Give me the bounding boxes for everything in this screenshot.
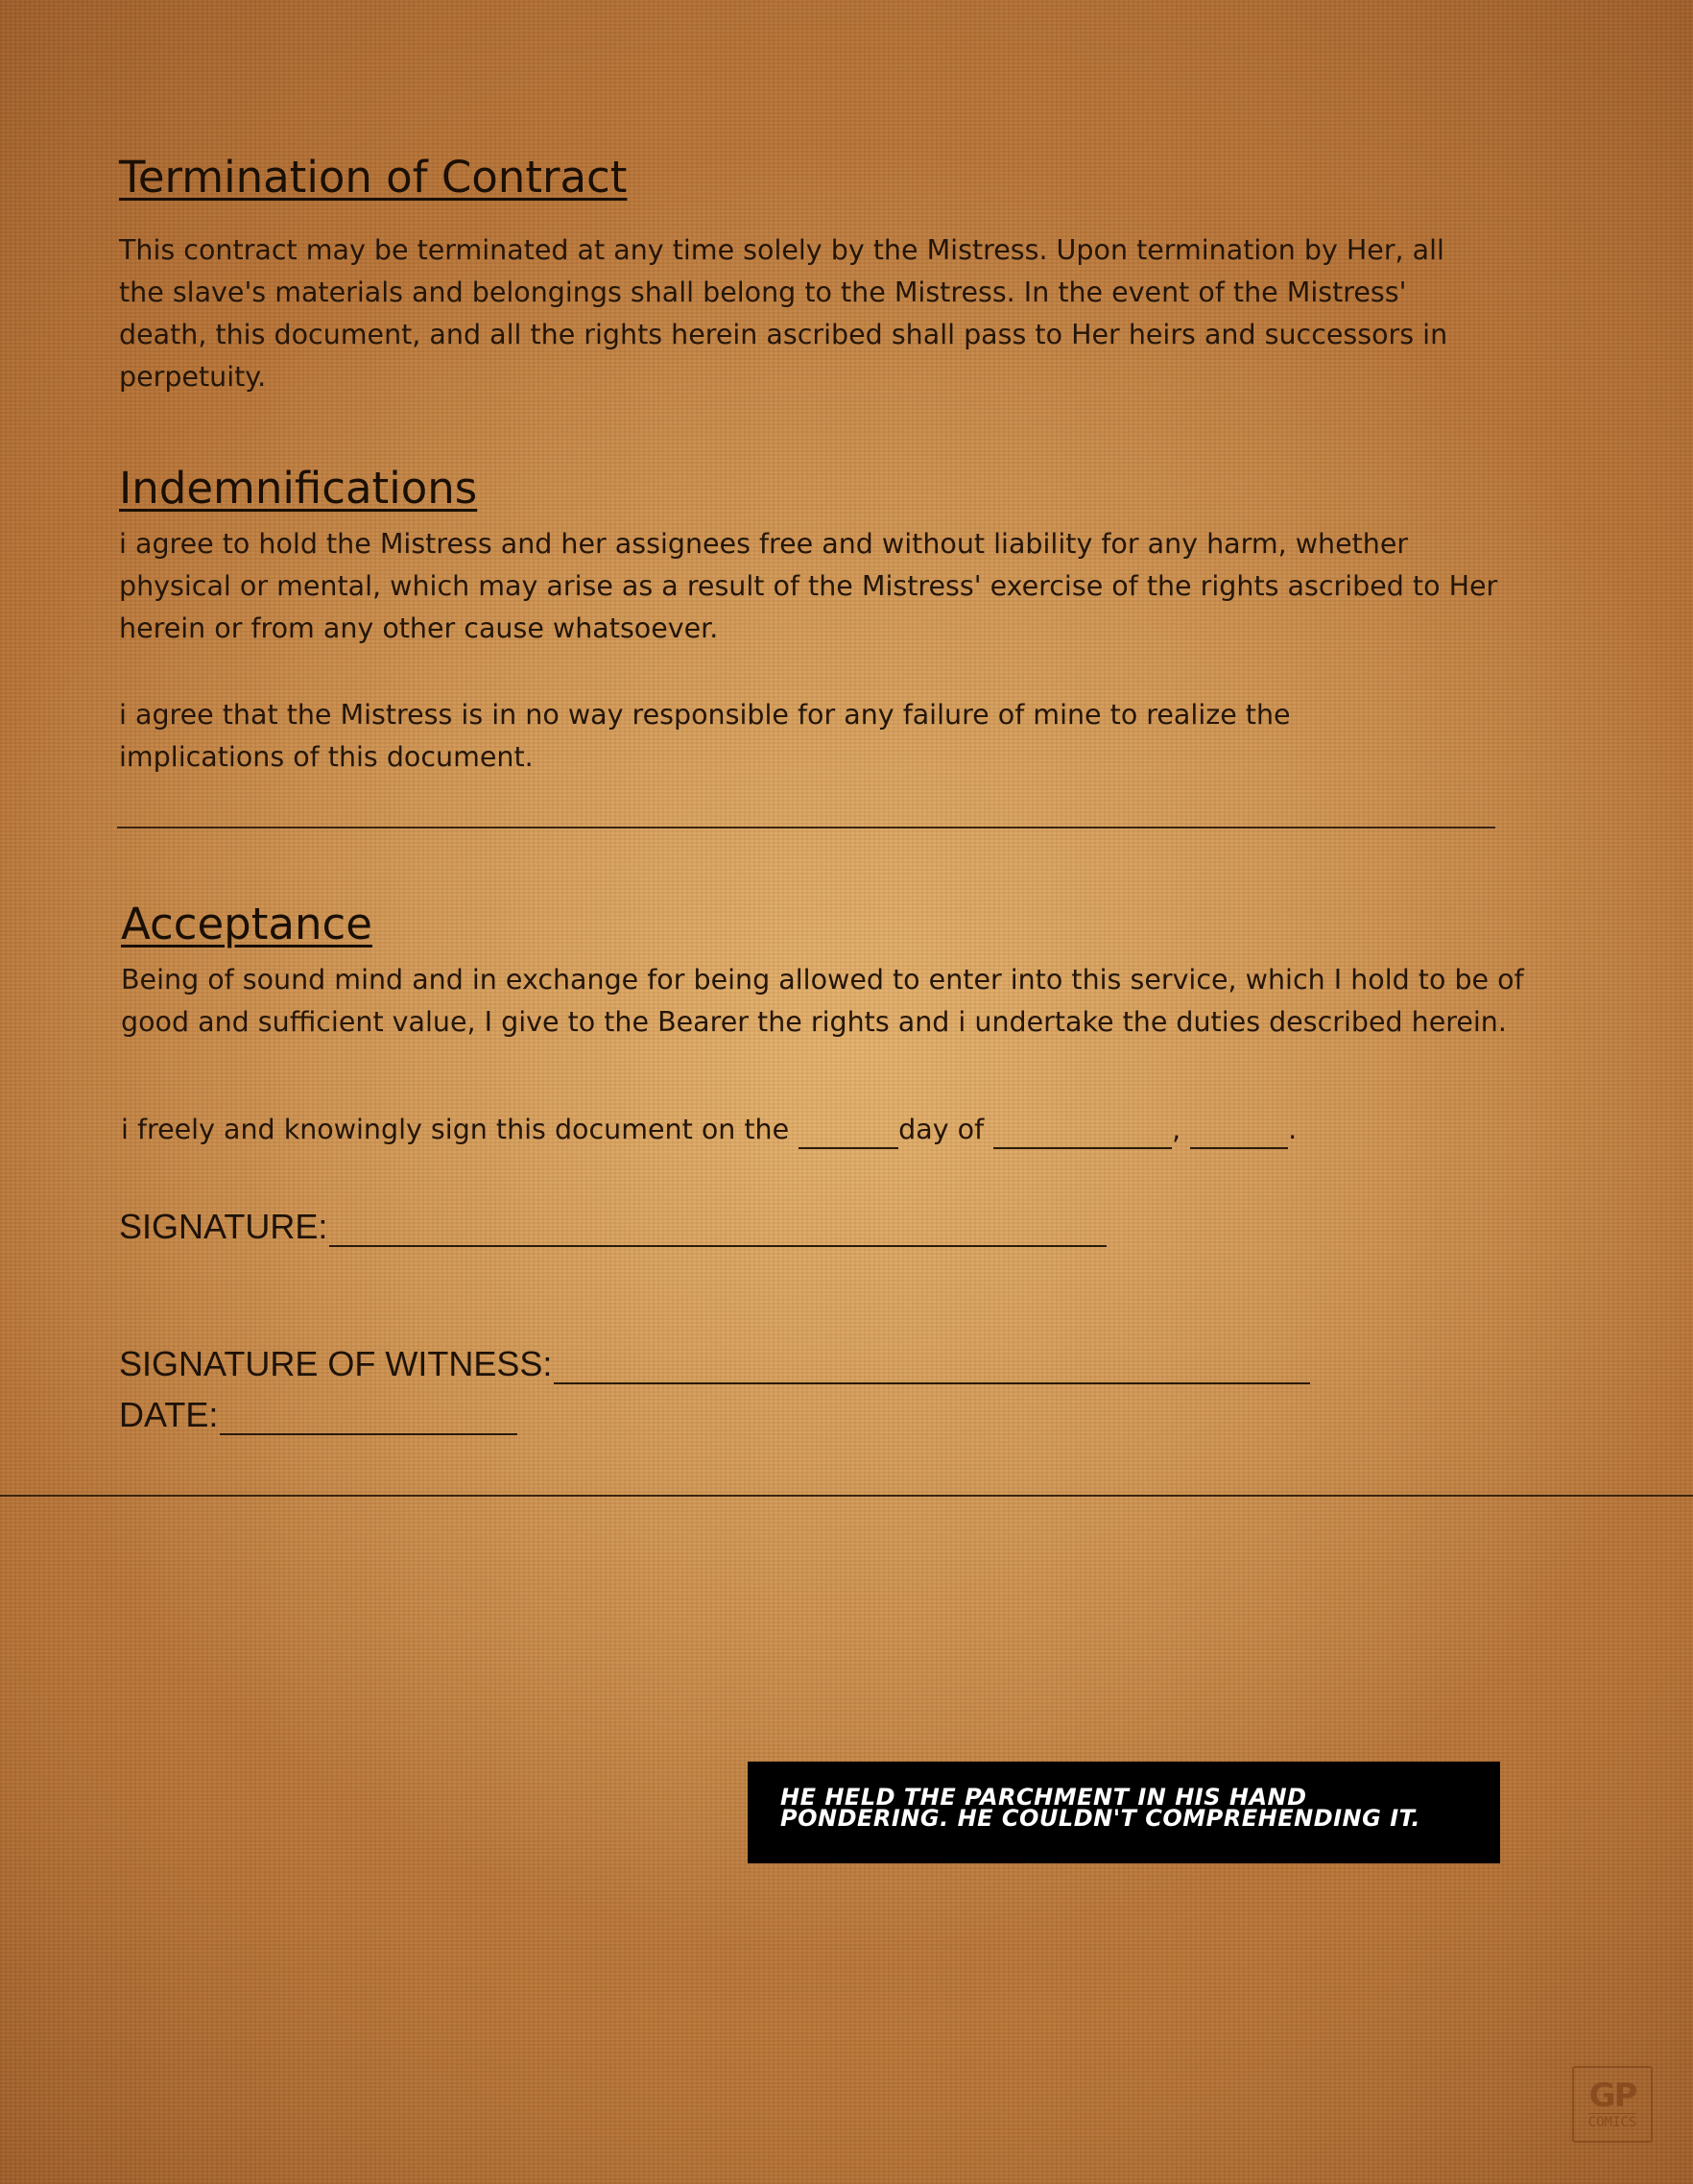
caption-box [748,1762,1500,1863]
month-blank-field[interactable] [993,1120,1172,1149]
date-row [119,1395,517,1435]
acceptance-body: Being of sound mind and in exchange for being allowed to enter into this service, which I hold to be of good and sufficient value, I give to the Bearer the rights and i undertake the duties described herein. [121,964,1524,1038]
indemnifications-heading: Indemnifications [119,463,478,514]
logo-text: COMICS [1587,2115,1637,2130]
indemnifications-paragraph-1: i agree to hold the Mistress and her assignees free and without liability for any harm, whether physical or mental, which may arise as a result of the Mistress' exercise of the rights ascribed to Her herein or from any other cause whatsoever. [119,528,1498,644]
section-divider [117,827,1495,828]
signature-label: SIGNATURE: [119,1207,328,1246]
witness-signature-row [119,1344,1310,1384]
witness-signature-label: SIGNATURE OF WITNESS: [119,1344,553,1383]
sign-date-line [121,1111,1297,1149]
caption-line-2: PONDERING. HE COULDN'T COMPREHENDING IT. [780,1805,1421,1832]
panel-border-line [0,1495,1693,1497]
sign-date-prefix: i freely and knowingly sign this document on the [121,1114,790,1145]
date-label: DATE: [119,1395,219,1434]
date-field[interactable] [220,1404,517,1435]
caption-line-1: HE HELD THE PARCHMENT IN HIS HAND [780,1784,1307,1811]
sign-comma: , [1172,1114,1181,1145]
sign-period: . [1288,1114,1298,1145]
day-blank-field[interactable] [799,1120,898,1149]
indemnifications-paragraph-2: i agree that the Mistress is in no way responsible for any failure of mine to realize the implications of this document. [119,699,1291,773]
sign-day-of-label: day of [898,1114,985,1145]
termination-heading: Termination of Contract [119,152,628,203]
year-blank-field[interactable] [1190,1120,1288,1149]
witness-signature-field[interactable] [554,1354,1310,1384]
gp-comics-logo [1572,2066,1653,2143]
termination-body: This contract may be terminated at any time solely by the Mistress. Upon termination by Her, all the slave's materials and belongings shall belong to the Mistress. In the event of the Mistress' death, this document, and all the rights herein ascribed shall pass to Her heirs and successors in perpetuity. [119,234,1448,393]
logo-mark: GP [1588,2076,1636,2115]
signature-row [119,1207,1107,1247]
signature-field[interactable] [329,1216,1107,1247]
acceptance-heading: Acceptance [121,899,372,949]
